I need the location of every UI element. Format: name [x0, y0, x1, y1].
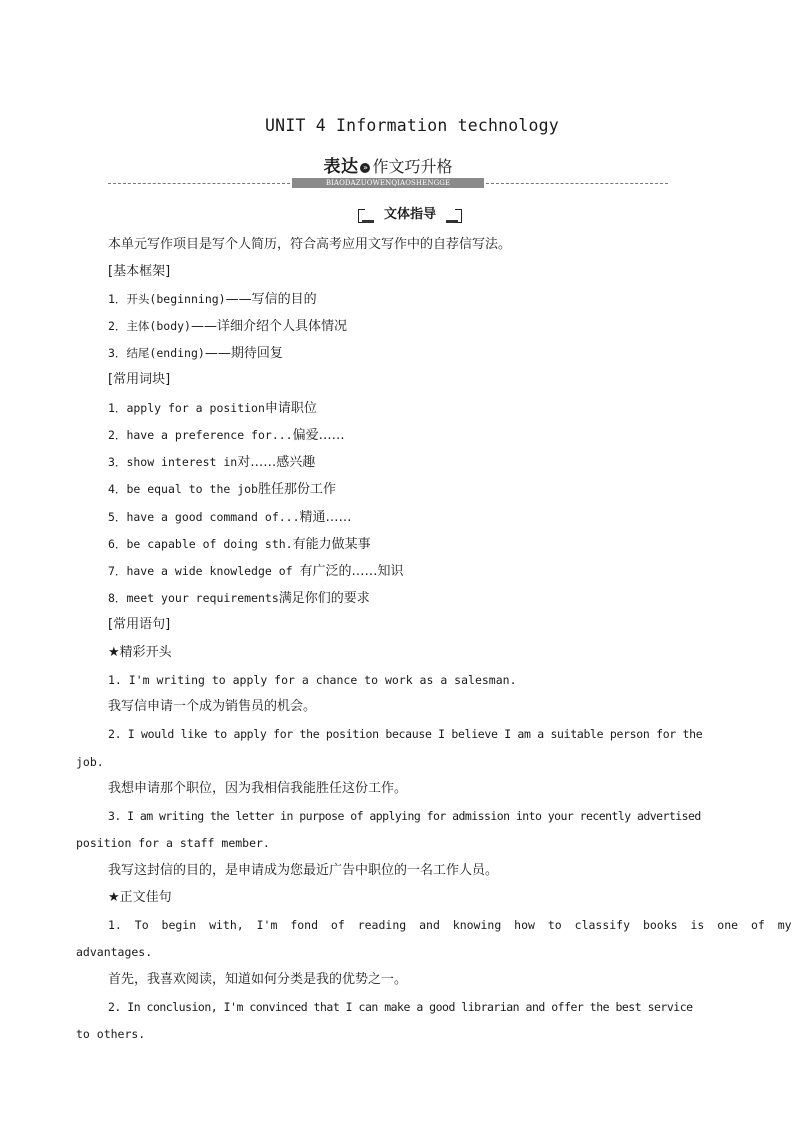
banner-divider-left: [108, 183, 290, 184]
phrase-item: 5．have a good command of...精通……: [108, 510, 352, 525]
section-label: 文体指导: [383, 207, 436, 222]
page-title: UNIT 4 Information technology: [265, 116, 559, 135]
phrase-item: 1．apply for a position申请职位: [108, 401, 317, 416]
intro-paragraph: 本单元写作项目是写个人简历，符合高考应用文写作中的自荐信写法。: [108, 237, 512, 252]
body-sentence-1-en: 1. To begin with, I'm fond of reading and knowing how to classify books is one of my: [108, 918, 792, 932]
framework-item: 2．主体(body)——详细介绍个人具体情况: [108, 319, 347, 334]
opening-sentence-2-en-cont: job.: [76, 755, 104, 769]
sentences-heading: [常用语句]: [108, 617, 171, 632]
body-sentence-2-en-cont: to others.: [76, 1027, 146, 1041]
phrases-heading: [常用词块]: [108, 372, 171, 387]
phrase-item: 3．show interest in对……感兴趣: [108, 455, 316, 470]
opening-sentence-1-en: 1. I'm writing to apply for a chance to work as a salesman.: [108, 673, 517, 687]
bar-left-icon: [362, 220, 374, 223]
opening-sentence-3-cn: 我写这封信的目的，是申请成为您最近广告中职位的一名工作人员。: [108, 863, 499, 878]
body-sentence-2-en: 2. In conclusion, I'm convinced that I can make a good librarian and offer the best service: [108, 1000, 693, 1014]
opening-heading: ★精彩开头: [108, 645, 172, 660]
section-banner: [108, 156, 668, 192]
opening-sentence-2-cn: 我想申请那个职位，因为我相信我能胜任这份工作。: [108, 781, 408, 796]
bracket-right-icon: [455, 209, 462, 223]
body-sentence-1-cn: 首先，我喜欢阅读，知道如何分类是我的优势之一。: [108, 972, 408, 987]
opening-sentence-3-en-cont: position for a staff member.: [76, 836, 270, 850]
phrase-item: 4．be equal to the job胜任那份工作: [108, 482, 337, 497]
opening-sentence-2-en: 2. I would like to apply for the position because I believe I am a suitable person for the: [108, 727, 703, 741]
opening-sentence-1-cn: 我写信申请一个成为销售员的机会。: [108, 699, 317, 714]
body-sentence-1-en-cont: advantages.: [76, 945, 153, 959]
body-heading: ★正文佳句: [108, 890, 172, 905]
banner-heading-strong: 表达: [323, 157, 359, 177]
section-label-box: [358, 207, 462, 223]
banner-subtitle: BIAODAZUOWENQIAOSHENGGE: [292, 178, 484, 188]
framework-item: 3．结尾(ending)——期待回复: [108, 346, 283, 361]
arrow-circle-icon: »: [360, 163, 370, 173]
framework-heading: [基本框架]: [108, 264, 171, 279]
opening-sentence-3-en: 3. I am writing the letter in purpose of applying for admission into your recently advertised: [108, 809, 701, 823]
phrase-item: 7．have a wide knowledge of 有广泛的……知识: [108, 564, 404, 579]
phrase-item: 8．meet your requirements满足你们的要求: [108, 591, 370, 606]
banner-divider-right: [486, 183, 668, 184]
banner-heading: [290, 156, 486, 178]
phrase-item: 2．have a preference for...偏爱……: [108, 428, 345, 443]
phrase-item: 6．be capable of doing sth.有能力做某事: [108, 537, 371, 552]
banner-heading-rest: 作文巧升格: [372, 157, 453, 176]
framework-item: 1．开头(beginning)——写信的目的: [108, 292, 317, 307]
